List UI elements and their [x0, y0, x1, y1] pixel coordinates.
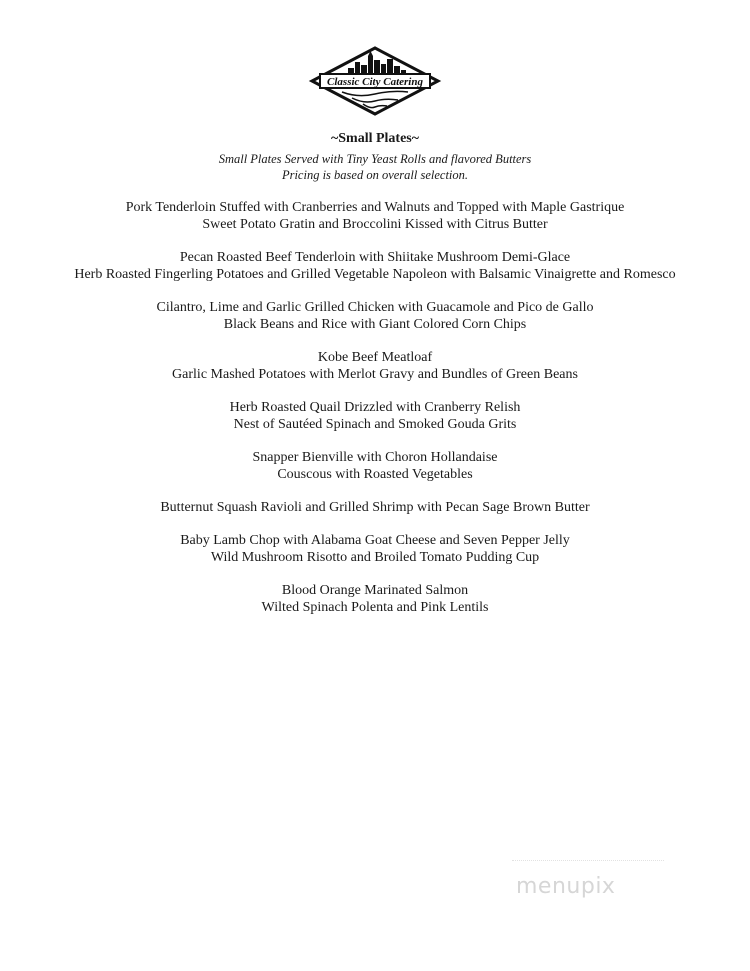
section-title: ~Small Plates~: [330, 131, 420, 146]
menu-item: [0, 249, 750, 283]
dish-sides: Wilted Spinach Polenta and Pink Lentils: [261, 600, 489, 615]
pricing-note: Pricing is based on overall selection.: [281, 168, 469, 182]
dish-sides: Sweet Potato Gratin and Broccolini Kissed with Citrus Butter: [202, 217, 548, 232]
dish-main: Snapper Bienville with Choron Hollandaise: [252, 450, 498, 465]
menu-item: [0, 582, 750, 616]
menu-item: [0, 532, 750, 566]
dish-main: Butternut Squash Ravioli and Grilled Shrimp with Pecan Sage Brown Butter: [160, 500, 590, 515]
dish-main: Pork Tenderloin Stuffed with Cranberries and Walnuts and Topped with Maple Gastrique: [125, 200, 625, 215]
dish-sides: Black Beans and Rice with Giant Colored Corn Chips: [223, 317, 527, 332]
dish-sides: Garlic Mashed Potatoes with Merlot Gravy and Bundles of Green Beans: [172, 367, 578, 382]
menu-item: [0, 499, 750, 516]
dish-sides: Nest of Sautéed Spinach and Smoked Gouda Grits: [233, 417, 517, 432]
dish-sides: Wild Mushroom Risotto and Broiled Tomato Pudding Cup: [210, 550, 540, 565]
menu-item: [0, 199, 750, 233]
menu-item: [0, 449, 750, 483]
dish-sides: Couscous with Roasted Vegetables: [277, 467, 473, 482]
dish-main: Baby Lamb Chop with Alabama Goat Cheese and Seven Pepper Jelly: [180, 533, 570, 548]
dish-main: Pecan Roasted Beef Tenderloin with Shiitake Mushroom Demi-Glace: [179, 250, 571, 265]
menu-list: [0, 199, 750, 632]
section-subtitle: Small Plates Served with Tiny Yeast Rolls and flavored Butters: [218, 152, 532, 166]
menu-item: [0, 349, 750, 383]
catering-logo: [308, 46, 442, 116]
menu-item: [0, 299, 750, 333]
logo-text: Classic City Catering: [327, 76, 423, 88]
dish-main: Kobe Beef Meatloaf: [317, 350, 433, 365]
menu-item: [0, 399, 750, 433]
dish-main: Cilantro, Lime and Garlic Grilled Chicken with Guacamole and Pico de Gallo: [156, 300, 594, 315]
dish-main: Herb Roasted Quail Drizzled with Cranberry Relish: [229, 400, 521, 415]
dish-main: Blood Orange Marinated Salmon: [281, 583, 469, 598]
watermark: menupix: [516, 874, 616, 899]
dish-sides: Herb Roasted Fingerling Potatoes and Grilled Vegetable Napoleon with Balsamic Vinaigrette and Romesco: [74, 267, 676, 282]
watermark-divider: [512, 860, 664, 861]
